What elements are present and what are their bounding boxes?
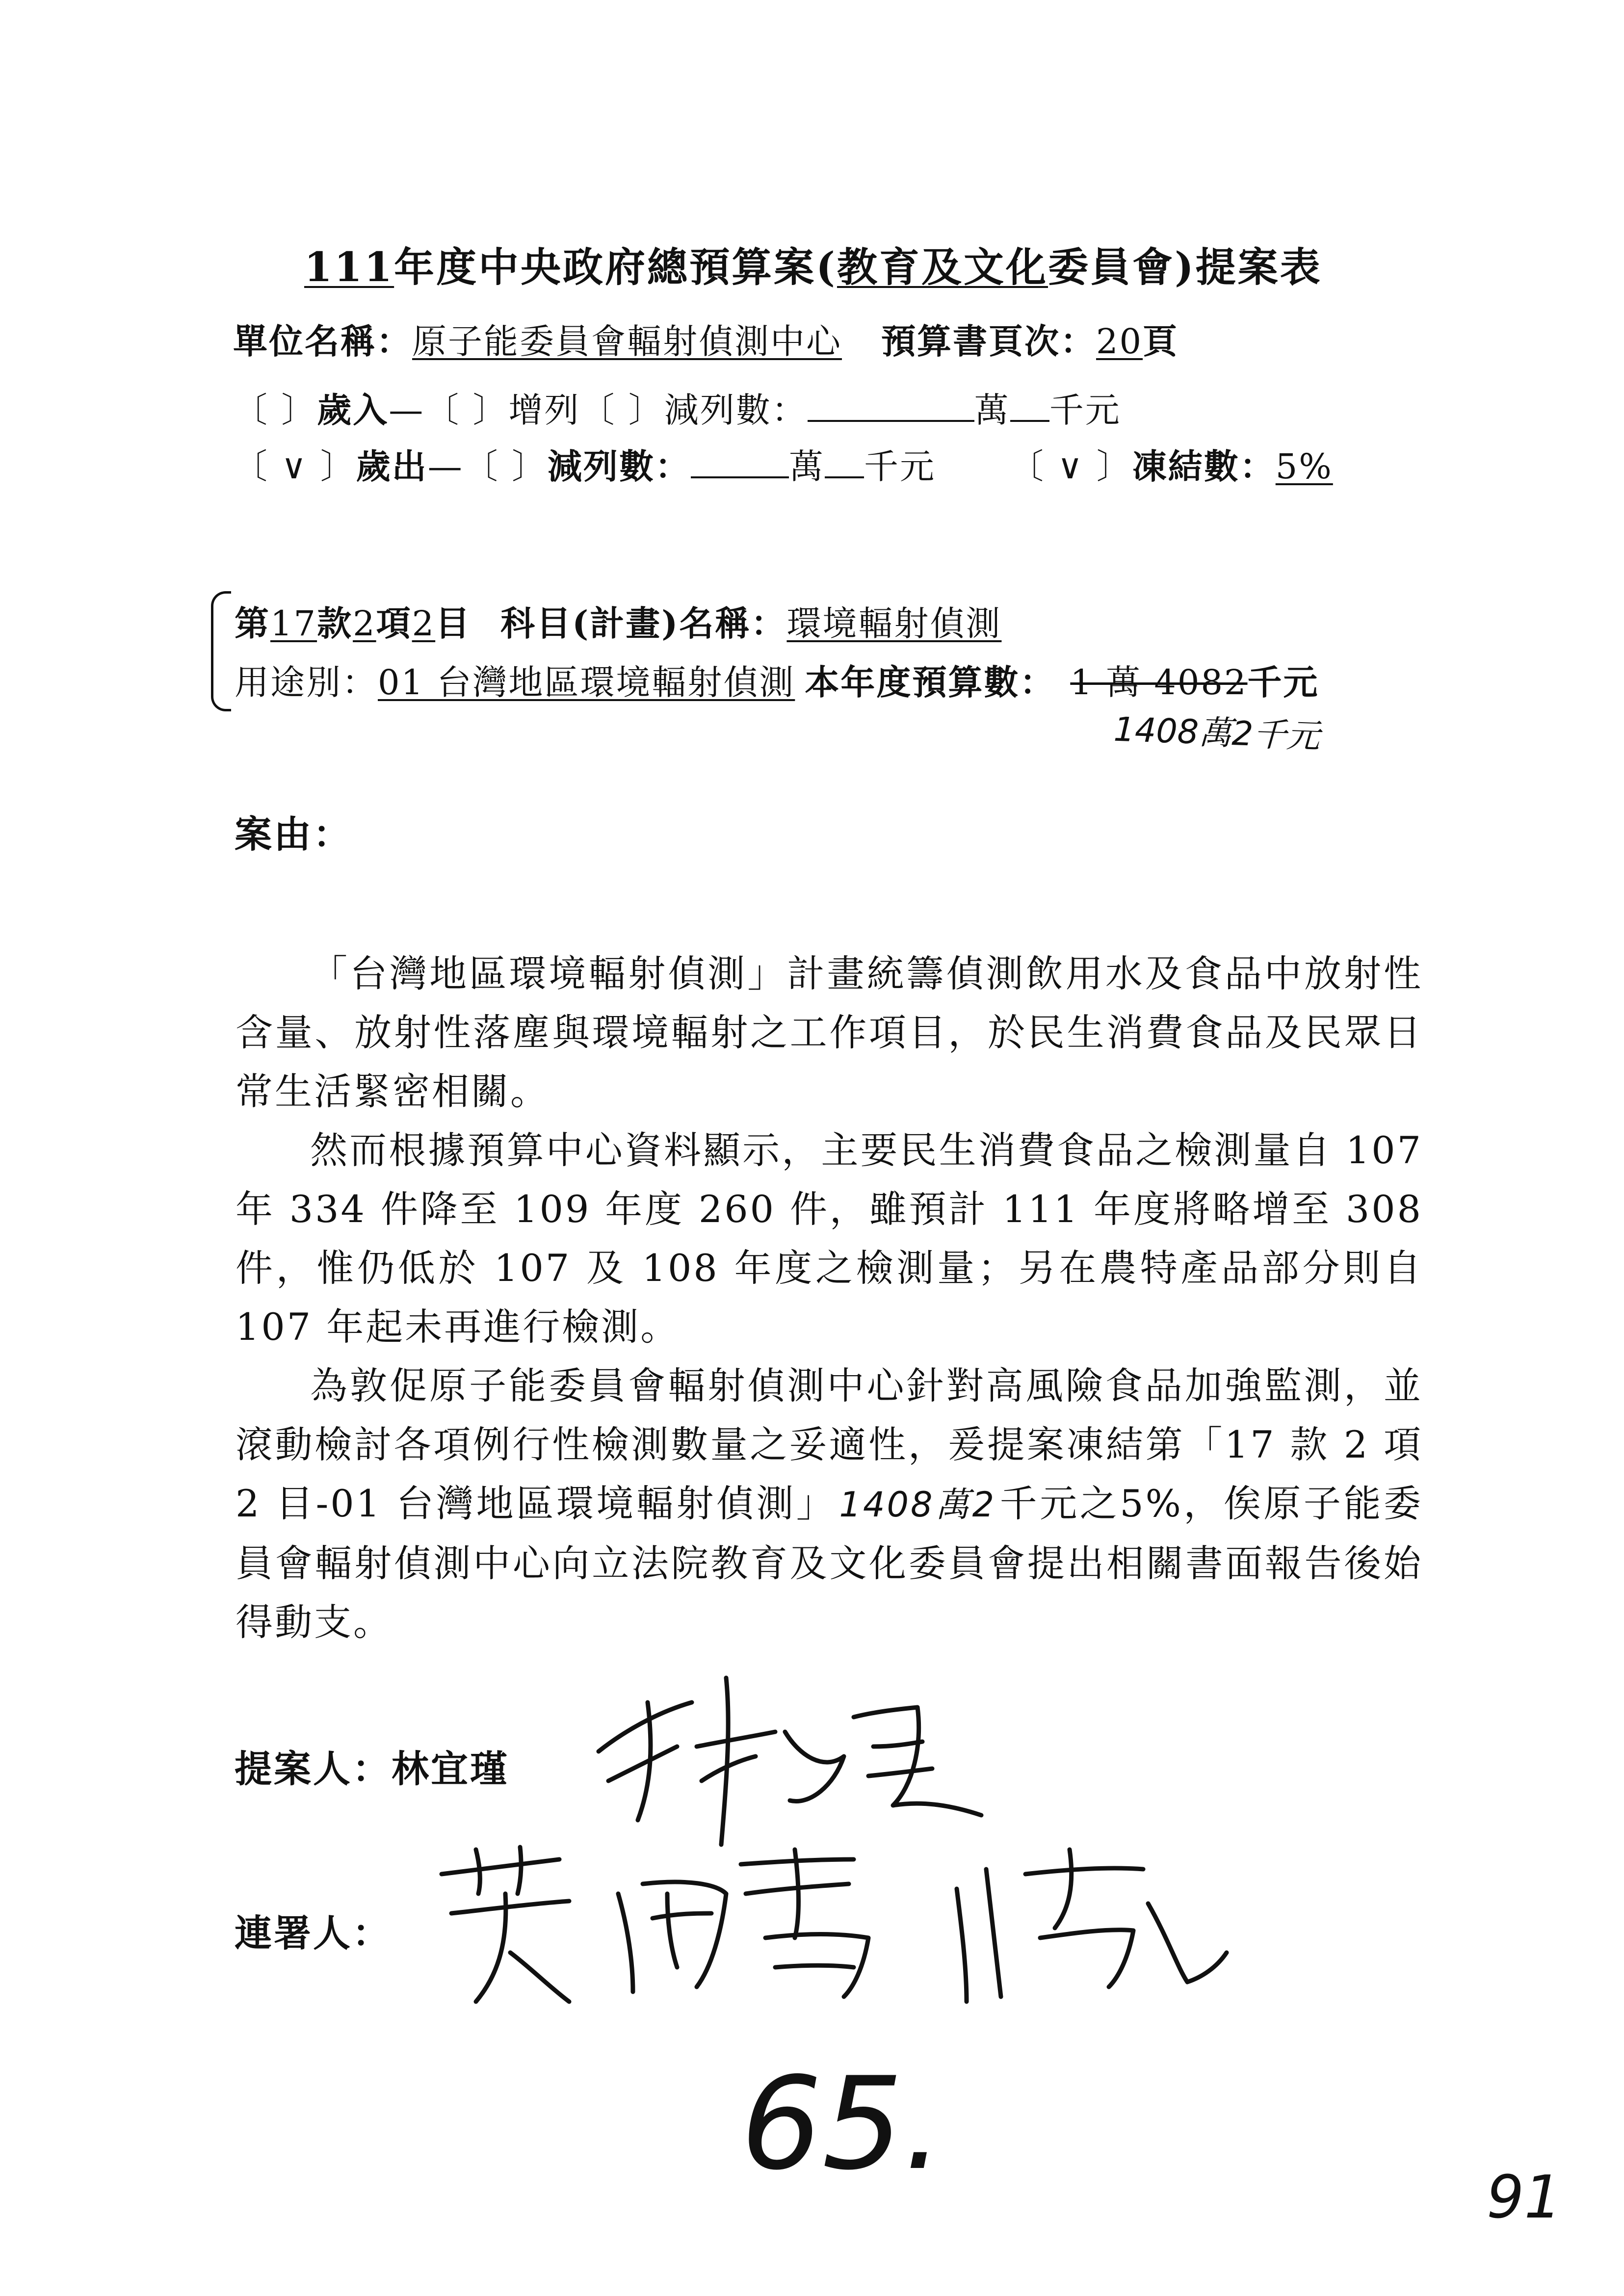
budget-unit: 千元 xyxy=(1247,662,1319,703)
unit-value: 原子能委員會輻射偵測中心 xyxy=(412,321,842,362)
expense-dash: — xyxy=(427,446,464,487)
title-year: 111 xyxy=(304,244,394,291)
subject-value: 環境輻射偵測 xyxy=(786,603,1002,644)
cosigner-label: 連署人： xyxy=(235,1911,392,1955)
item-kuan: 17 xyxy=(270,603,317,644)
expense-checkbox: 〔 ∨ 〕 xyxy=(233,446,356,487)
handwritten-amount: 1408萬2 xyxy=(839,1485,996,1525)
unit-label: 單位名稱： xyxy=(233,321,412,362)
item-prefix: 第 xyxy=(235,603,270,644)
paragraph-3 xyxy=(236,1357,1423,1652)
use-label: 用途別： xyxy=(235,662,378,703)
item-xiang: 2 xyxy=(353,603,376,644)
revenue-line xyxy=(233,383,1121,432)
paragraph-3-before: 為敦促原子能委員會輻射偵測中心針對高風險食品加強監測，並滾動檢討各項例行性檢測數量之妥適性，爰提案凍結第「17 款 2 項 2 目-01 台灣地區環境輻射偵測」 xyxy=(236,1364,1423,1525)
proposer-signature xyxy=(579,1658,1021,1864)
proposer-label: 提案人： xyxy=(235,1747,392,1791)
decrease-label: 減列數： xyxy=(664,390,808,430)
title-part1: 年度中央政府總預算案( xyxy=(394,244,837,291)
revenue-wan: 萬 xyxy=(974,390,1010,430)
subject-label: 科目(計畫)名稱： xyxy=(500,603,787,644)
expense-qian-blank xyxy=(825,448,864,478)
cosigner-signatures xyxy=(422,1840,1236,2016)
revenue-label: 歲入 xyxy=(317,390,389,430)
use-value: 01 台灣地區環境輻射偵測 xyxy=(378,662,795,703)
revenue-dash: — xyxy=(389,390,425,430)
expense-qian: 千元 xyxy=(864,446,936,487)
handwritten-number: 65. xyxy=(741,2050,944,2198)
page-suffix: 頁 xyxy=(1143,321,1179,362)
expense-decrease-checkbox: 〔 〕 xyxy=(463,446,548,487)
paragraph-3-after: 千元之5%，俟原子能委員會輻射偵測中心向立法院教育及文化委員會提出相關書面報告後始得動支。 xyxy=(236,1482,1423,1644)
proposer-name: 林宜瑾 xyxy=(392,1747,509,1791)
unit-line xyxy=(233,314,1179,364)
paragraph-2: 然而根據預算中心資料顯示，主要民生消費食品之檢測量自 107 年 334 件降至 109 年度 260 件，雖預計 111 年度將略增至 308 件，惟仍低於 107 及 108 年度之檢測量；另在農特產品部分則自 107 年起未再進行檢測。 xyxy=(236,1128,1423,1349)
handwritten-correction: 1408萬2千元 xyxy=(1113,710,1321,757)
item-kuan-label: 款 xyxy=(317,603,353,644)
page-number: 91 xyxy=(1487,2164,1562,2232)
page-value: 20 xyxy=(1096,321,1143,362)
revenue-wan-blank xyxy=(808,391,974,422)
item-mu-label: 目 xyxy=(435,603,471,644)
item-line xyxy=(235,596,1001,646)
item-mu: 2 xyxy=(412,603,436,644)
document-title xyxy=(304,235,1322,293)
item-bracket xyxy=(211,591,231,711)
proposer-line xyxy=(235,1739,509,1793)
decrease-checkbox: 〔 〕 xyxy=(580,390,664,430)
expense-wan-blank xyxy=(691,448,789,478)
reason-label: 案由： xyxy=(235,812,352,856)
item-xiang-label: 項 xyxy=(376,603,412,644)
expense-label: 歲出 xyxy=(356,446,428,487)
budget-label: 本年度預算數： xyxy=(805,662,1056,703)
freeze-value: 5% xyxy=(1275,446,1333,487)
paragraph-1: 「台灣地區環境輻射偵測」計畫統籌偵測飲用水及食品中放射性含量、放射性落塵與環境輻射之工作項目，於民生消費食品及民眾日常生活緊密相關。 xyxy=(236,952,1423,1113)
freeze-label: 凍結數： xyxy=(1132,446,1276,487)
revenue-qian-blank xyxy=(1010,391,1049,422)
title-committee: 教育及文化 xyxy=(837,244,1048,291)
increase-label: 增列 xyxy=(508,390,580,430)
revenue-checkbox: 〔 〕 xyxy=(233,390,317,430)
use-line xyxy=(235,655,1319,704)
expense-line xyxy=(233,439,1333,489)
budget-struck-value: 1 萬 4082 xyxy=(1070,662,1248,703)
increase-checkbox: 〔 〕 xyxy=(424,390,509,430)
freeze-checkbox: 〔 ∨ 〕 xyxy=(1009,446,1132,487)
revenue-qian: 千元 xyxy=(1049,390,1121,430)
reason-body xyxy=(236,944,1423,1652)
expense-wan: 萬 xyxy=(789,446,825,487)
title-part2: 委員會)提案表 xyxy=(1048,244,1322,291)
expense-decrease-label: 減列數： xyxy=(548,446,691,487)
page-label: 預算書頁次： xyxy=(881,321,1096,362)
